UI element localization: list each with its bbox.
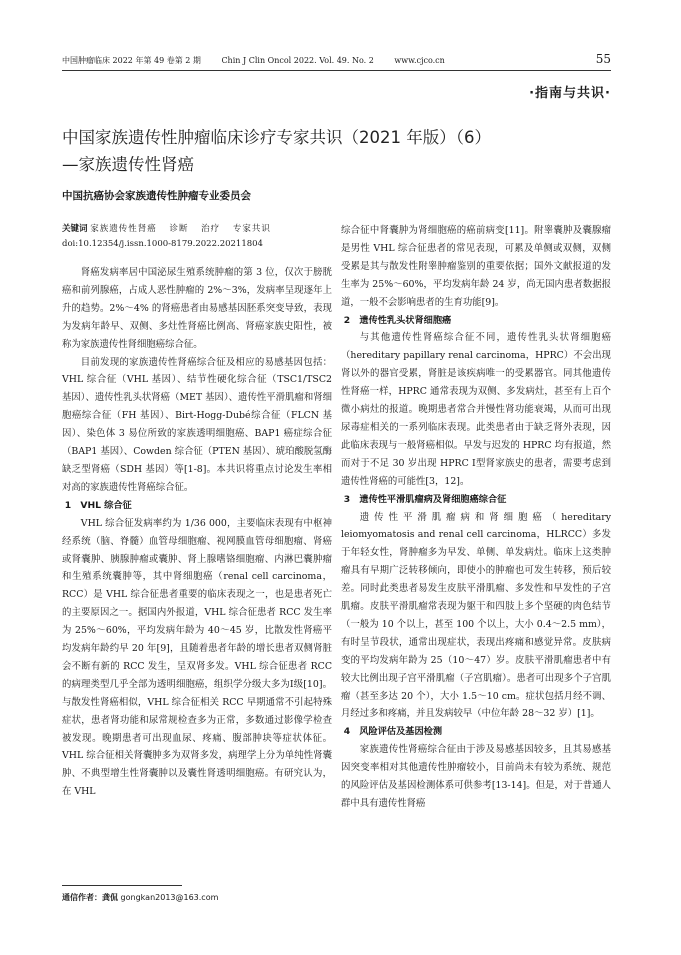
corresponding-author-name: 龚侃 xyxy=(102,893,118,902)
title-line-2: —家族遗传性肾癌 xyxy=(62,155,194,174)
section-heading: 2 遗传性乳头状肾细胞癌 xyxy=(343,314,452,326)
paragraph: 遗传性平滑肌瘤病和肾细胞癌（hereditary leiomyomatosis and renal cell carcinoma，HLRCC）多发于年轻女性，肾肿瘤多为早发、单侧、单发病灶。临床上这类肿瘤具有早期广泛转移倾向，即使小的肿瘤也可发生转移，预后较差。同时此类患者易发生皮肤平滑肌瘤、多发性和早发性的子宫肌瘤。皮肤平滑肌瘤常表现为躯干和四肢上多个坚硬的肉色结节（一般为 10 个以上，甚至 100 个以上，大小 0.4～2.5 mm），有时呈节段状，通常出现症状，表现出疼痛和感觉异常。皮肤病变的平均发病年龄为 25（10～47）岁。皮肤平滑肌瘤患者中有较大比例出现子宫平滑肌瘤（子宫肌瘤）。患者可出现多个子宫肌瘤（甚至多达 20 个），大小 1.5～10 cm。症状包括月经不调、月经过多和疼痛，并且发病较早（中位年龄 28～32 岁）[1]。 xyxy=(341,511,611,720)
corresponding-author-note xyxy=(62,892,218,903)
footnote-divider xyxy=(62,885,182,886)
keyword-list xyxy=(90,224,281,234)
keyword: 家族遗传性肾癌 xyxy=(90,224,157,234)
footnote-label: 通信作者： xyxy=(62,893,102,902)
journal-info xyxy=(62,55,463,66)
right-column xyxy=(341,222,611,813)
journal-en: Chin J Clin Oncol 2022. Vol. 49. No. 2 xyxy=(221,56,374,65)
keyword: 诊断 xyxy=(169,224,189,234)
paragraph: VHL 综合征发病率约为 1/36 000，主要临床表现有中枢神经系统（脑、脊髓）血管母细胞瘤、视网膜血管母细胞瘤、肾癌或肾囊肿、胰腺肿瘤或囊肿、肾上腺嗜铬细胞瘤、内淋巴囊肿瘤和生殖系统囊肿等，其中肾细胞癌（renal cell carcinoma，RCC）是 VHL 综合征患者重要的临床表现之一，也是患者死亡的主要原因之一。据国内外报道，VHL 综合征患者 RCC 发生率为 25%～60%，平均发病年龄为 40～45 岁，比散发性肾癌平均发病年龄约早 20 年[9]，且随着患者年龄的增长患者双侧肾脏会不断有新的 RCC 发生，呈双肾多发。VHL 综合征患者 RCC 的病理类型几乎全部为透明细胞癌，组织学分级大多为Ⅰ级[10]。与散发性肾癌相似，VHL 综合征相关 RCC 早期通常不引起特殊症状，患者肾功能和尿常规检查多为正常，多数通过影像学检查被发现。晚期患者可出现血尿、疼痛、腹部肿块等症状体征。VHL 综合征相关肾囊肿多为双肾多发，病理学上分为单纯性肾囊肿、不典型增生性肾囊肿以及囊性肾透明细胞癌。有研究认为，在 VHL xyxy=(62,517,332,798)
section-tag: ·指南与共识· xyxy=(529,86,611,101)
keyword: 专家共识 xyxy=(232,224,271,234)
section-heading: 4 风险评估及基因检测 xyxy=(343,726,443,738)
doi: doi:10.12354/j.issn.1000-8179.2022.20211804 xyxy=(62,239,263,249)
paragraph: 与其他遗传性肾癌综合征不同，遗传性乳头状肾细胞癌（hereditary papillary renal carcinoma，HPRC）不会出现肾以外的器官受累，肾脏是该疾病唯一的受累器官。同其他遗传性肾癌一样，HPRC 通常表现为双侧、多发病灶，甚至有上百个微小病灶的报道。晚期患者常合并慢性肾功能衰竭，从而可出现尿毒症相关的一系列临床表现。此类患者由于缺乏肾外表现，因此临床表现与一般肾癌相似。早发与迟发的 HPRC 均有报道，然而对于不足 30 岁出现 HPRC Ⅰ型肾家族史的患者，需要考虑到遗传性肾癌的可能性[3，12]。 xyxy=(341,332,611,487)
keyword: 治疗 xyxy=(201,224,221,234)
keywords-label: 关键词 xyxy=(62,224,88,234)
article-title xyxy=(62,124,611,178)
journal-cn: 中国肿瘤临床 2022 年第 49 卷第 2 期 xyxy=(62,56,201,65)
title-line-1: 中国家族遗传性肿瘤临床诊疗专家共识（2021 年版）（6） xyxy=(62,128,491,147)
paragraph: 家族遗传性肾癌综合征由于涉及易感基因较多，且其易感基因突变率相对其他遗传性肿瘤较小，目前尚未有较为系统、规范的风险评估及基因检测体系可供参考[13-14]。但是，对于普通人群中具有遗传性肾癌 xyxy=(341,744,611,809)
author-line: 中国抗癌协会家族遗传性肿瘤专业委员会 xyxy=(62,190,251,202)
paragraph: 综合征中肾囊肿为肾细胞癌的癌前病变[11]。附睾囊肿及囊腺瘤是男性 VHL 综合征患者的常见表现，可累及单侧或双侧，双侧受累是其与散发性附睾肿瘤鉴别的重要依据；国外文献报道的发生率为 25%～60%，平均发病年龄 24 岁，尚无国内患者数据报道，一般不会影响患者的生育功能[9]。 xyxy=(341,225,611,308)
left-column xyxy=(62,264,332,801)
paragraph: 肾癌发病率居中国泌尿生殖系统肿瘤的第 3 位，仅次于膀胱癌和前列腺癌，占成人恶性肿瘤的 2%～3%，发病率呈现逐年上升的趋势。2%～4% 的肾癌患者由易感基因胚系突变导致，表现为发病年龄早、双侧、多灶性肾癌比例高、肾癌家族史阳性，被称为家族遗传性肾细胞癌综合征。 xyxy=(62,267,332,350)
running-header xyxy=(62,42,611,71)
journal-website: www.cjco.cn xyxy=(394,56,445,65)
section-heading: 1 VHL 综合征 xyxy=(64,499,132,511)
section-heading: 3 遗传性平滑肌瘤病及肾细胞癌综合征 xyxy=(343,493,507,505)
corresponding-author-email[interactable]: gongkan2013@163.com xyxy=(120,893,219,902)
paragraph: 目前发现的家族遗传性肾癌综合征及相应的易感基因包括：VHL 综合征（VHL 基因）、结节性硬化综合征（TSC1/TSC2 基因）、遗传性乳头状肾癌（MET 基因）、遗传性平滑肌瘤和肾细胞癌综合征（FH 基因）、Birt-Hogg-Dubé综合征（FLCN 基因）、染色体 3 易位所致的家族透明细胞癌、BAP1 癌症综合征（BAP1 基因）、Cowden 综合征（PTEN 基因）、琥珀酸脱氢酶缺乏型肾癌（SDH 基因）等[1-8]。本共识将重点讨论发生率相对高的家族遗传性肾癌综合征。 xyxy=(62,356,332,493)
page-number: 55 xyxy=(595,52,611,66)
keywords-block xyxy=(62,222,281,252)
